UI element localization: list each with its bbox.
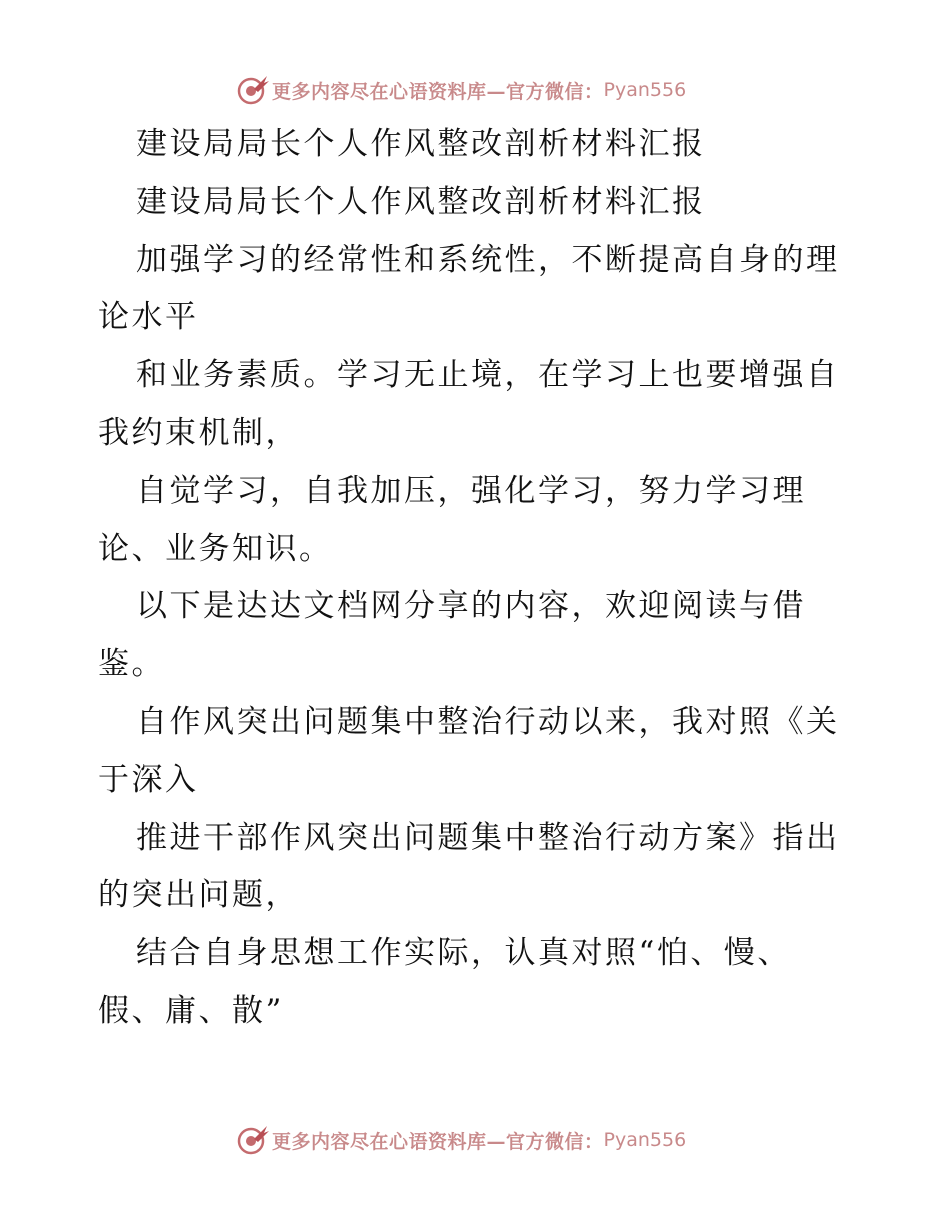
text-line: 加强学习的经常性和系统性，不断提高自身的理 xyxy=(136,241,840,278)
quill-logo-icon xyxy=(236,1123,270,1157)
text-line: 建设局局长个人作风整改剖析材料汇报 xyxy=(136,183,706,220)
text-line: 假、庸、散” xyxy=(98,992,284,1029)
text-line: 论、业务知识。 xyxy=(98,530,333,567)
text-line: 鉴。 xyxy=(98,646,165,683)
watermark-header xyxy=(236,73,686,107)
text-line: 和业务素质。学习无止境，在学习上也要增强自 xyxy=(136,357,840,394)
text-line: 论水平 xyxy=(98,299,199,336)
text-line: 自作风突出问题集中整治行动以来，我对照《关 xyxy=(136,703,840,740)
text-line: 推进干部作风突出问题集中整治行动方案》指出 xyxy=(136,819,840,856)
watermark-text: 更多内容尽在心语资料库—官方微信： xyxy=(272,80,604,103)
watermark-handle: Pyan556 xyxy=(603,79,687,101)
text-line: 于深入 xyxy=(98,761,199,798)
text-line: 的突出问题， xyxy=(98,877,299,914)
watermark-text: 更多内容尽在心语资料库—官方微信： xyxy=(272,1130,604,1153)
text-line: 建设局局长个人作风整改剖析材料汇报 xyxy=(136,126,706,162)
watermark-handle: Pyan556 xyxy=(603,1129,687,1151)
text-line: 结合自身思想工作实际，认真对照“怕、慢、 xyxy=(136,935,791,972)
watermark-footer xyxy=(236,1123,686,1157)
document-body xyxy=(98,116,858,1041)
text-line: 自觉学习，自我加压，强化学习，努力学习理 xyxy=(136,472,806,509)
text-line: 以下是达达文档网分享的内容，欢迎阅读与借 xyxy=(136,588,806,625)
quill-logo-icon xyxy=(236,73,270,107)
text-line: 我约束机制， xyxy=(98,414,299,451)
